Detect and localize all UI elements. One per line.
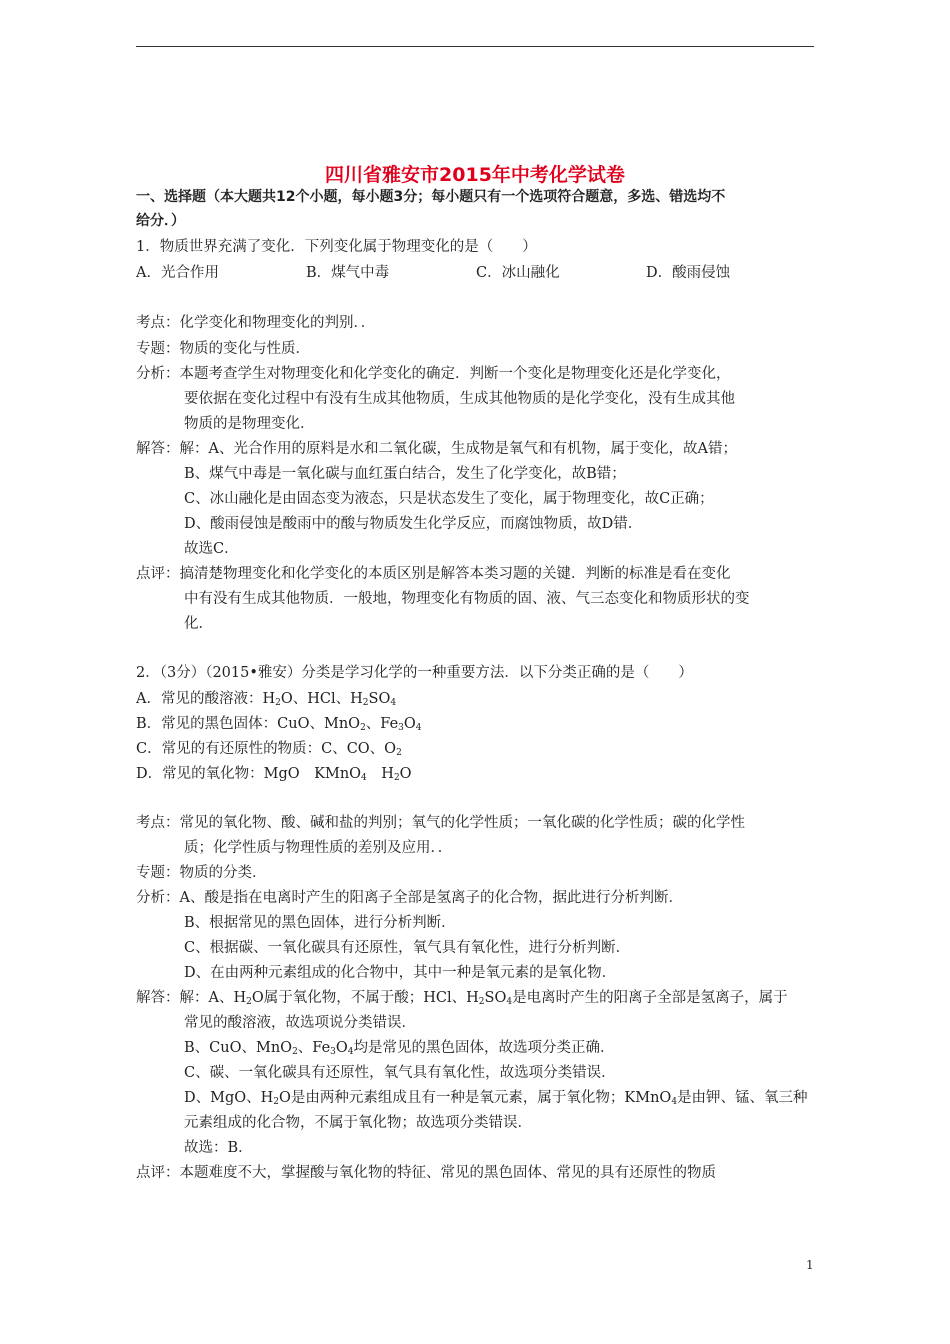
q2-dianping: 点评：本题难度不大，掌握酸与氧化物的特征、常见的黑色固体、常见的具有还原性的物质 xyxy=(136,1165,716,1181)
q1-option-d: D．酸雨侵蚀 xyxy=(646,265,731,281)
q2-kaodian-2: 质；化学性质与物理性质的差别及应用．． xyxy=(184,840,453,856)
q1-option-a: A．光合作用 xyxy=(136,265,219,281)
q2-jieda-7: 故选：B． xyxy=(184,1140,253,1156)
q2-jieda-4: C、碳、一氧化碳具有还原性，氧气具有氧化性，故选项分类错误． xyxy=(184,1065,616,1081)
q1-option-c: C．冰山融化 xyxy=(476,265,560,281)
q1-jieda-4: D、酸雨侵蚀是酸雨中的酸与物质发生化学反应，而腐蚀物质，故D错． xyxy=(184,516,643,532)
q1-dianping-2: 中有没有生成其他物质．一般地，物理变化有物质的固、液、气三态变化和物质形状的变 xyxy=(184,591,750,607)
section-heading-line2: 给分．） xyxy=(136,213,185,229)
q2-jieda-3: B、CuO、MnO$_2$、$Fe_3O_4$均是常见的黑色固体，故选项分类正确． xyxy=(184,1040,615,1057)
q2-option-b: B．常见的黑色固体：CuO、MnO$_2$、$Fe_3O_4$ xyxy=(136,716,422,733)
page-number: 1 xyxy=(806,1258,814,1272)
q1-zhuanti: 专题：物质的变化与性质． xyxy=(136,341,310,357)
q1-option-b: B．煤气中毒 xyxy=(306,265,390,281)
q1-dianping-3: 化． xyxy=(184,616,213,632)
q2-kaodian-1: 考点：常见的氧化物、酸、碱和盐的判别；氧气的化学性质；一氧化碳的化学性质；碳的化学性 xyxy=(136,815,745,831)
q2-zhuanti: 专题：物质的分类． xyxy=(136,865,267,881)
header-rule xyxy=(136,46,814,47)
q1-jieda-2: B、煤气中毒是一氧化碳与血红蛋白结合，发生了化学变化，故B错； xyxy=(184,466,626,482)
q1-jieda-1: 解答：解：A、光合作用的原料是水和二氧化碳，生成物是氧气和有机物，属于变化，故A错； xyxy=(136,441,737,457)
q2-fenxi-3: C、根据碳、一氧化碳具有还原性，氧气具有氧化性，进行分析判断． xyxy=(184,940,631,956)
q2-option-d: D．常见的氧化物：MgO KMnO$_4$ $H_2O$ xyxy=(136,766,412,783)
section-heading-line1: 一、选择题（本大题共12个小题，每小题3分；每小题只有一个选项符合题意，多选、错选均不 xyxy=(136,189,726,205)
q2-option-c: C．常见的有还原性的物质：C、CO、$O_2$ xyxy=(136,741,402,758)
q2-fenxi-1: 分析：A、酸是指在电离时产生的阳离子全部是氢离子的化合物，据此进行分析判断． xyxy=(136,890,683,906)
q2-jieda-2: 常见的酸溶液，故选项说分类错误． xyxy=(184,1015,416,1031)
q1-options xyxy=(0,266,950,282)
q1-jieda-3: C、冰山融化是由固态变为液态，只是状态发生了变化，属于物理变化，故C正确； xyxy=(184,491,714,507)
q2-fenxi-4: D、在由两种元素组成的化合物中，其中一种是氧元素的是氧化物． xyxy=(184,965,617,981)
q2-fenxi-2: B、根据常见的黑色固体，进行分析判断． xyxy=(184,915,456,931)
q1-fenxi-1: 分析：本题考查学生对物理变化和化学变化的确定．判断一个变化是物理变化还是化学变化， xyxy=(136,366,731,382)
q1-fenxi-2: 要依据在变化过程中有没有生成其他物质，生成其他物质的是化学变化，没有生成其他 xyxy=(184,391,735,407)
q2-stem: 2．（3分）（2015•雅安）分类是学习化学的一种重要方法．以下分类正确的是（ ） xyxy=(136,665,693,681)
q1-kaodian: 考点：化学变化和物理变化的判别．． xyxy=(136,315,376,331)
page-title: 四川省雅安市2015年中考化学试卷 xyxy=(325,164,625,186)
q2-jieda-6: 元素组成的化合物，不属于氧化物；故选项分类错误． xyxy=(184,1115,532,1131)
q2-jieda-5: D、MgO、$H_2O$是由两种元素组成且有一种是氧元素，属于氧化物；KMnO$_4$是由钾、锰、氧三种 xyxy=(184,1090,808,1107)
q2-jieda-1: 解答：解：A、$H_2O$属于氧化物，不属于酸；HCl、$H_2SO_4$是电离时产生的阳离子全部是氢离子，属于 xyxy=(136,990,788,1007)
q1-stem: 1．物质世界充满了变化．下列变化属于物理变化的是（ ） xyxy=(136,239,537,255)
q1-jieda-5: 故选C． xyxy=(184,541,239,557)
q2-option-a: A．常见的酸溶液：$H_2O$、HCl、$H_2SO_4$ xyxy=(136,691,397,708)
q1-dianping-1: 点评：搞清楚物理变化和化学变化的本质区别是解答本类习题的关键．判断的标准是看在变化 xyxy=(136,566,731,582)
q1-fenxi-3: 物质的是物理变化． xyxy=(184,416,315,432)
